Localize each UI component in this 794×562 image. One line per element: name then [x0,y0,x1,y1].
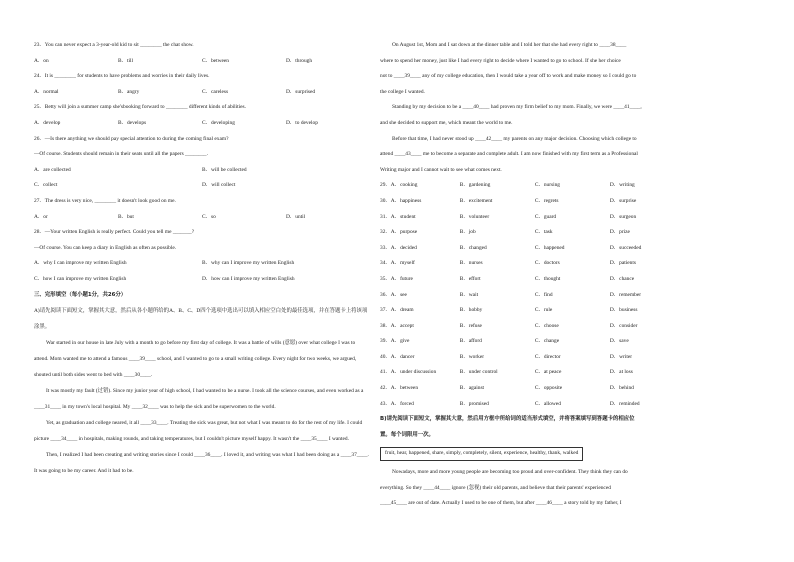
option[interactable]: B．till [118,57,133,64]
question-number-and-option-a[interactable]: 38．A．accept [380,322,414,329]
section-heading: 三、完形填空（每小题1分，共26分） [34,291,127,298]
question-number-and-option-a[interactable]: 40．A．dancer [380,353,415,360]
question-number-and-option-a[interactable]: 36．A．see [380,291,407,298]
option[interactable]: D．surprise [609,197,637,204]
passage-paragraph: It was mostly my fault (过错). Since my junior year of high school, I had wanted to be a nurse. I took all the science courses, and even worked as a ____31____ in my town's local hospital. My ____32____ was to help the sick and be superwomen to the world. [34,388,364,411]
instruction-b: B)请先阅读下面短文，掌握其大意，然后用方框中所给词的适当形式填空，并将答案填写到答题卡的相应位 [380,416,635,423]
cloze-question-row [380,334,760,350]
option[interactable]: C．guard [534,213,557,220]
option[interactable]: B．under control [459,369,498,376]
question-27-stem: 27．The dress is very nice, ________ it doesn't look good on me. [34,197,176,204]
right-column [380,38,760,512]
option[interactable]: C．change [534,338,560,345]
option[interactable]: C．choose [534,322,559,329]
question-28-stem-2: —Of course. You can keep a diary in English as often as possible. [34,244,177,251]
option[interactable]: C．doctors [534,260,560,267]
option[interactable]: D．writing [609,182,635,189]
question-26-options-row-1 [34,163,370,179]
option[interactable]: B．changed [459,244,487,251]
option[interactable]: D．at loss [609,369,633,376]
option[interactable]: C．thought [534,275,561,282]
option[interactable]: D．writer [609,353,633,360]
option[interactable]: C．happened [534,244,565,251]
option[interactable]: C．rule [534,307,553,314]
cloze-options-list [380,178,760,412]
question-26-stem: 26．—Is there anything we should pay special attention to during the coming final exam? [34,135,229,142]
question-number-and-option-a[interactable]: 33．A．decided [380,244,417,251]
option[interactable]: B．against [459,385,485,392]
cloze-question-row [380,381,760,397]
question-number-and-option-a[interactable]: 37．A．dream [380,307,414,314]
passage-line: Writing major and I cannot wait to see what comes next. [380,166,502,173]
cloze-question-row [380,319,760,335]
option[interactable]: B．effort [459,275,481,282]
option[interactable]: D．through [286,57,313,64]
question-number-and-option-a[interactable]: 32．A．purpose [380,229,418,236]
question-26-stem-2: —Of course. Students should remain in their seats until all the papers ________. [34,151,208,158]
question-number-and-option-a[interactable]: 42．A．between [380,385,419,392]
passage-line: everything. So they ____44____ ignore (忽视) their old parents, and believe that their parents' experienced [380,484,611,491]
option[interactable]: B．will be collected [202,166,247,173]
cloze-question-row [380,241,760,257]
option[interactable]: B．develops [118,119,147,126]
option[interactable]: B．promised [459,400,489,407]
option[interactable]: B．job [459,229,476,236]
instruction-b-cont: 置。每个词限用一次。 [380,431,434,438]
option[interactable]: D．chance [609,275,635,282]
cloze-question-row [380,365,760,381]
option[interactable]: C．developing [202,119,235,126]
question-28-stem: 28．—Your written English is really perfect. Could you tell me _______? [34,229,195,236]
option[interactable]: D．until [286,213,306,220]
passage-line: and she decided to support me, which meant the world to me. [380,119,513,126]
question-24-options [34,85,370,101]
option[interactable]: C．director [534,353,561,360]
option[interactable]: D．to develop [286,119,318,126]
option[interactable]: C．nursing [534,182,561,189]
option[interactable]: D．how can I improve my written English [202,275,295,282]
option[interactable]: D．surprised [286,88,316,95]
cloze-question-row [380,194,760,210]
cloze-question-row [380,303,760,319]
question-number-and-option-a[interactable]: 29．A．cooking [380,182,418,189]
option[interactable]: A．develop [34,119,61,126]
cloze-question-row [380,397,760,413]
instruction-a: A)请先阅读下面短文，掌握其大意，然后从各小题所给的A、B、C、D四个选项中选出可以填入相应空白处的最佳选项，并在答题卡上将该项涂黑。 [34,308,368,331]
option[interactable]: D．surgeon [609,213,637,220]
option[interactable]: B．wait [459,291,479,298]
option[interactable]: B．but [118,213,134,220]
option[interactable]: B．nurses [459,260,483,267]
option[interactable]: C．so [202,213,216,220]
option[interactable]: B．gardening [459,182,491,189]
option[interactable]: D．patients [609,260,636,267]
question-25-stem: 25．Betty will join a summer camp she'sbooking forward to ________ different kinds of abilities. [34,104,246,111]
option[interactable]: C．regrets [534,197,559,204]
question-28-options-row-2 [34,272,370,288]
option[interactable]: D．save [609,338,629,345]
question-number-and-option-a[interactable]: 34．A．myself [380,260,415,267]
option[interactable]: C．how I can improve my written English [34,275,127,282]
option[interactable]: C．opposite [534,385,563,392]
passage-line: Before that time, I had never stood up ____42____ my parents on any major decision. Choosing which college to [392,135,637,142]
passage-paragraph: War started in our house in late July with a month to go before my first day of college. It was a battle of wills (意愿) over what college I was to attend. Mom wanted me to attend a famous ____39____ school, and I wanted to go to a small writing college. Every night for two weeks, we argued, shouted until both sides went to bed with ____30____. [34,340,357,379]
option[interactable]: C．allowed [534,400,561,407]
option[interactable]: C．find [534,291,553,298]
question-28-options-row-1 [34,256,370,272]
option[interactable]: A．on [34,57,49,64]
passage-line: Standing by my decision to be a ____40____ had proven my firm belief to my mom. Finally, we were ____41____, [392,104,642,111]
question-23-stem: 23．You can never expect a 3-year-old kid to sit ________ the chat show. [34,42,194,48]
option[interactable]: D．succeeded [609,244,642,251]
passage-line: Nowadays, more and more young people are becoming too proud and over-confident. They think they can do [392,468,628,475]
option[interactable]: D．reminded [609,400,640,407]
question-24-stem: 24．It is ________ for students to have problems and worries in their daily lives. [34,73,210,80]
cloze-question-row [380,272,760,288]
word-box: fruit, hear, happened, share, simply, completely, silent, experience, healthy, thank, walked [380,447,583,461]
passage-line: where to spend her money, just like I had every right to decide where I wanted to go to school. If she her choice [380,57,621,64]
option[interactable]: D．consider [609,322,638,329]
passage-line: not to ____39____ any of my college education, then I would take a year off to work and make money so I could go to [380,73,637,80]
passage-line: the college I wanted. [380,88,425,95]
question-number-and-option-a[interactable]: 43．A．forced [380,400,414,407]
option[interactable]: C．collect [34,182,58,189]
option[interactable]: C．between [202,57,229,64]
passage-line: ____45____ are out of date. Actually I used to be one of them, but after ____46____ a story told by my father, I [380,500,622,507]
passage-paragraph: Then, I realized I had been creating and writing stories since I could ____36____. I loved it, and writing was what I had been doing as a ____37____. It was going to be my career. And it had to be. [34,452,369,475]
option[interactable]: B．why can I improve my written English [202,260,295,267]
option[interactable]: B．volunteer [459,213,490,220]
question-number-and-option-a[interactable]: 39．A．give [380,338,410,345]
passage-line: attend ____43____ me to become a separate and complete adult. I am now finished with my first term as a Professional [380,151,638,158]
cloze-question-row [380,350,760,366]
cloze-question-row [380,210,760,226]
option[interactable]: A．are collected [34,166,71,173]
question-27-options [34,210,370,226]
option[interactable]: A．why I can improve my written English [34,260,127,267]
cloze-question-row [380,178,760,194]
option[interactable]: D．behind [609,385,634,392]
option[interactable]: B．excitement [459,197,493,204]
cloze-question-row [380,288,760,304]
question-26-options-row-2 [34,178,370,194]
option[interactable]: D．will collect [202,182,236,189]
option[interactable]: A．or [34,213,48,220]
option[interactable]: C．task [534,229,553,236]
passage-paragraph: Yet, as graduation and college neared, it all ____33____. Treating the sick was great, but not what I was meant to do for the rest of my life. I could picture ____34____ in hospitals, making rounds, and taking temperatures, but I couldn't picture myself happy. It wasn't the ____35____ I wanted. [34,420,363,443]
option[interactable]: D．business [609,307,638,314]
option[interactable]: A．normal [34,88,59,95]
question-number-and-option-a[interactable]: 41．A．under discussion [380,369,437,376]
option[interactable]: B．refuse [459,322,482,329]
option[interactable]: B．hobby [459,307,483,314]
cloze-question-row [380,225,760,241]
option[interactable]: D．remember [609,291,642,298]
option[interactable]: C．at peace [534,369,562,376]
cloze-question-row [380,256,760,272]
question-23-options [34,54,370,70]
question-number-and-option-a[interactable]: 31．A．student [380,213,416,220]
question-number-and-option-a[interactable]: 30．A．happiness [380,197,422,204]
passage-line: On August 1st, Mom and I sat down at the dinner table and I told her that she had every right to ____38____ [392,42,627,48]
option[interactable]: C．careless [202,88,229,95]
question-25-options [34,116,370,132]
option[interactable]: B．angry [118,88,140,95]
option[interactable]: B．worker [459,353,485,360]
left-column [34,38,370,479]
question-number-and-option-a[interactable]: 35．A．future [380,275,413,282]
option[interactable]: D．prize [609,229,630,236]
option[interactable]: B．afford [459,338,482,345]
